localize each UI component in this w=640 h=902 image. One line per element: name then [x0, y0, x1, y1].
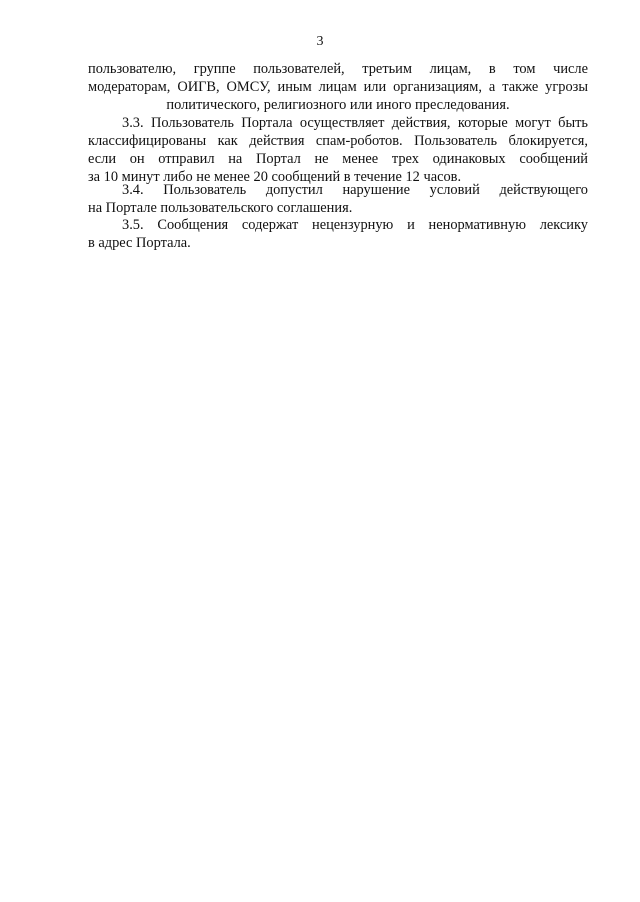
text-line: на Портале пользовательского соглашения. — [88, 200, 353, 216]
text-line: пользователю, группе пользователей, третьим лицам, в том числе — [88, 61, 588, 77]
text-line: если он отправил на Портал не менее трех одинаковых сообщений — [88, 151, 588, 167]
paragraph-continuation — [88, 60, 588, 114]
paragraph-clause-3-5 — [88, 216, 588, 252]
text-line: 3.5. Сообщения содержат нецензурную и ненормативную лексику — [122, 217, 588, 233]
paragraph-clause-3-4 — [88, 181, 588, 217]
paragraph-clause-3-3 — [88, 114, 588, 186]
text-line: классифицированы как действия спам-роботов. Пользователь блокируется, — [88, 133, 588, 149]
text-line: за 10 минут либо не менее 20 сообщений в течение 12 часов. — [88, 169, 462, 185]
page-number: 3 — [316, 34, 324, 49]
text-line: в адрес Портала. — [88, 235, 191, 251]
text-line: модераторам, ОИГВ, ОМСУ, иным лицам или организациям, а также угрозы — [88, 79, 588, 95]
text-line: 3.3. Пользователь Портала осуществляет действия, которые могут быть — [122, 115, 588, 131]
text-line: 3.4. Пользователь допустил нарушение условий действующего — [122, 182, 588, 198]
text-line: политического, религиозного или иного преследования. — [166, 97, 510, 113]
